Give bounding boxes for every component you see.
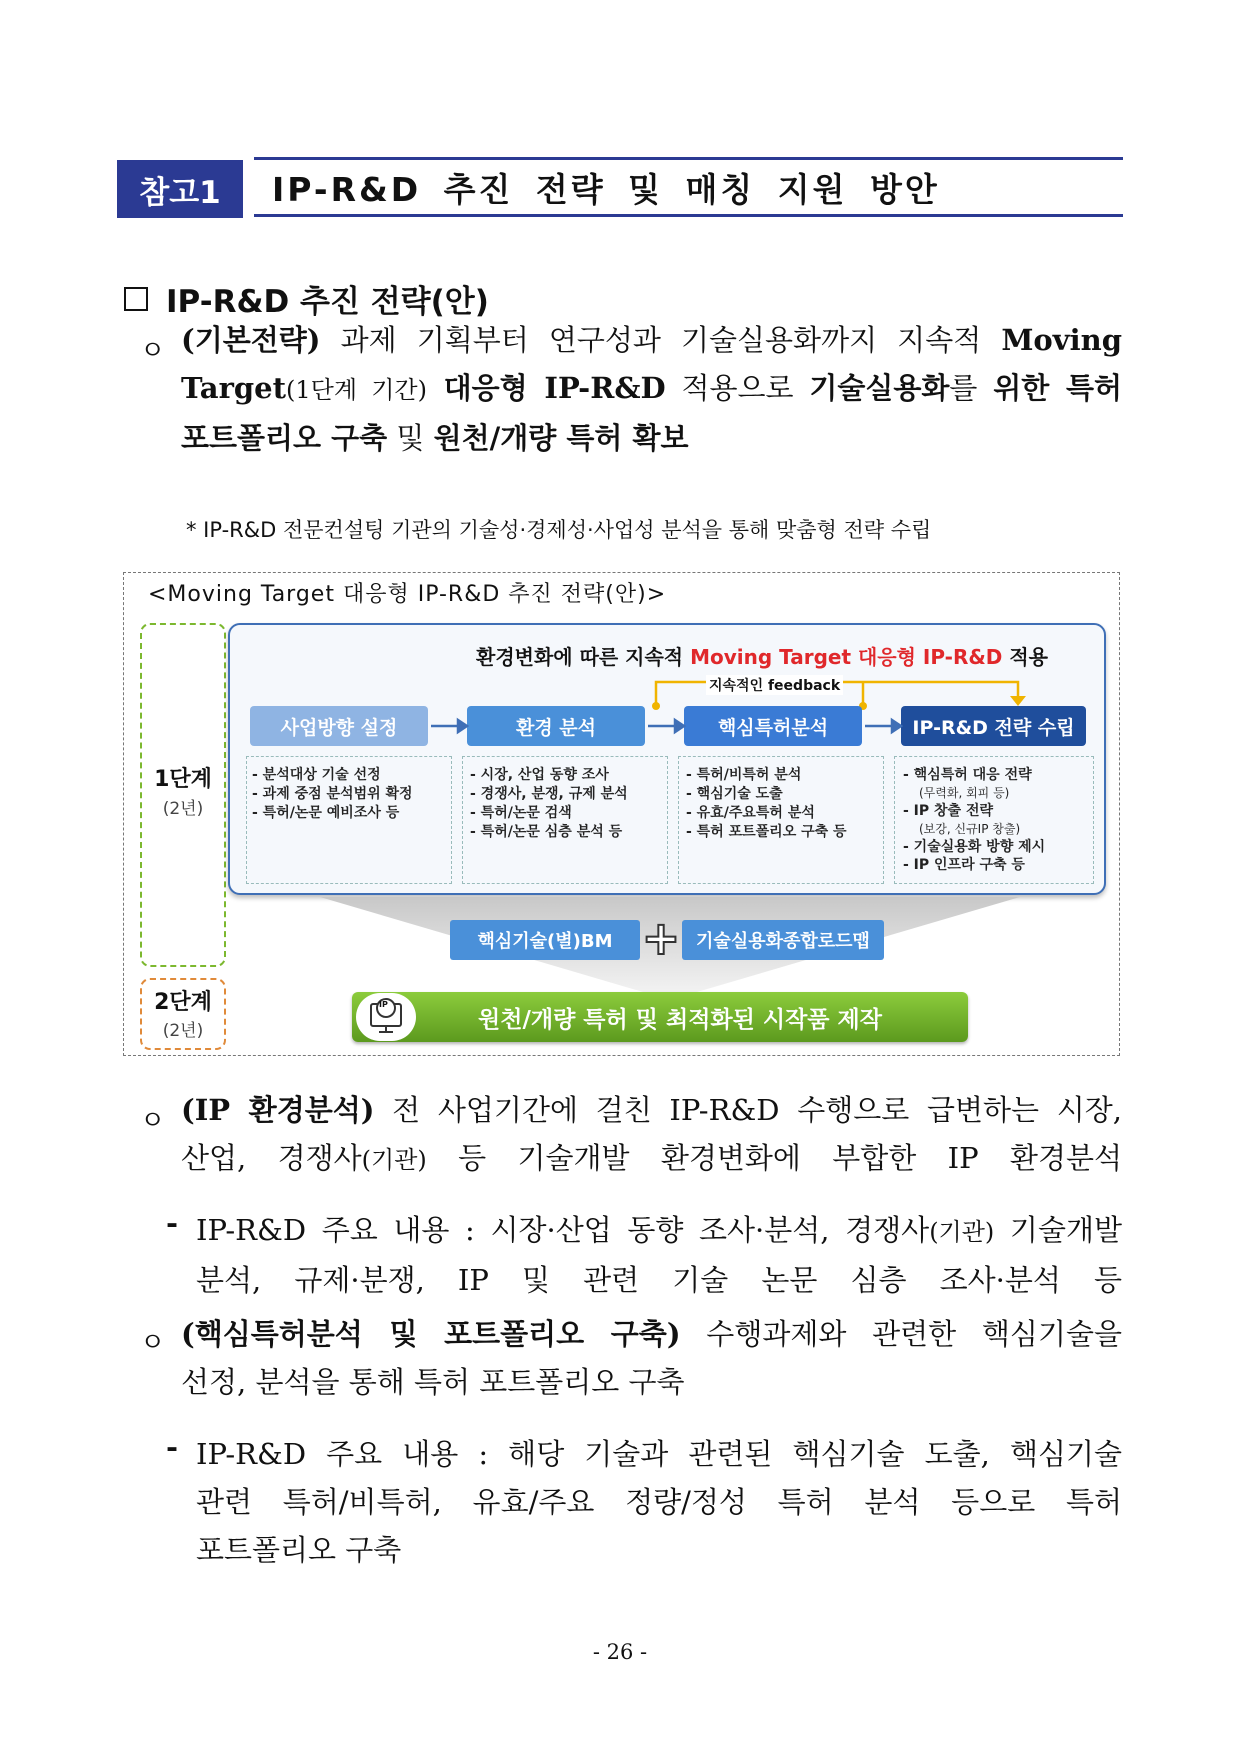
text: 등 기술개발 환경변화에 부합한 IP 환경분석 (426, 1141, 1122, 1175)
section-title-text: IP-R&D 추진 전략(안) (166, 284, 489, 320)
stage2-label: 2단계 (154, 990, 212, 1015)
text-bold: 대응형 IP-R&D (426, 371, 666, 405)
stage2-duration: (2년) (162, 1021, 204, 1041)
step-environment-analysis: 환경 분석 (467, 706, 645, 746)
section-title (124, 276, 489, 321)
list-item: - 분석대상 기술 선정 (252, 767, 381, 783)
label-ip-environment: (IP 환경분석) (181, 1093, 375, 1127)
text: 과제 기획부터 연구성과 기술실용화까지 지속적 (320, 323, 1002, 357)
banner-highlight: Moving Target 대응형 IP-R&D (690, 645, 1003, 669)
computer-ip-icon (356, 993, 416, 1041)
paragraph-basic-strategy (181, 316, 1122, 462)
stage1-duration: (2년) (162, 799, 204, 819)
list-item: - 특허/비특허 분석 (686, 767, 802, 783)
roadmap-box: 기술실용화종합로드맵 (682, 920, 884, 960)
list-item: - 기술실용화 방향 제시 (903, 839, 1046, 855)
page-number: - 26 - (592, 1640, 648, 1664)
step-iprd-strategy: IP-R&D 전략 수립 (901, 706, 1086, 746)
detail-list-4 (903, 766, 1045, 874)
paragraph-core-patent (181, 1310, 1122, 1406)
label-basic-strategy: (기본전략) (181, 323, 321, 357)
dash-marker: - (166, 1206, 179, 1240)
list-item: - 특허/논문 예비조사 등 (252, 805, 400, 821)
list-item: - 과제 중점 분석범위 확정 (252, 786, 413, 802)
text-small: (기관) (929, 1218, 995, 1246)
text: 분석, 규제·분쟁, IP 및 관련 기술 논문 심층 조사·분석 등 (196, 1263, 1122, 1297)
text: 및 (387, 421, 434, 455)
list-item: - 핵심특허 대응 전략 (903, 767, 1032, 783)
list-item: - 유효/주요특허 분석 (686, 805, 815, 821)
feedback-label: 지속적인 feedback (706, 675, 843, 695)
text-bold: Target (181, 371, 286, 405)
text: 적용으로 (665, 371, 810, 405)
list-item: - 핵심기술 도출 (686, 786, 783, 802)
text-bold: 포트폴리오 구축 (181, 421, 388, 455)
header-title: IP-R&D 추진 전략 및 매칭 지원 방안 (272, 170, 940, 209)
plus-icon: + (641, 911, 681, 965)
dash-marker: - (166, 1430, 179, 1464)
text: 전 사업기간에 걸친 IP-R&D 수행으로 급변하는 시장, (374, 1093, 1122, 1127)
banner-text: 환경변화에 따른 지속적 (476, 645, 691, 669)
text: 선정, 분석을 통해 특허 포트폴리오 구축 (181, 1365, 685, 1399)
text: 포트폴리오 구축 (196, 1533, 402, 1567)
step-core-patent-analysis: 핵심특허분석 (684, 706, 862, 746)
list-subitem: (보강, 신규IP 창출) (919, 822, 1021, 836)
detail-list-1 (252, 766, 413, 823)
core-tech-bm-box: 핵심기술(별)BM (450, 920, 640, 960)
detail-list-3 (686, 766, 847, 842)
detail-ip-environment (196, 1206, 1122, 1304)
checkbox-square-icon (124, 287, 148, 311)
bullet-circle: ㅇ (140, 336, 166, 366)
list-item: - 특허 포트폴리오 구축 등 (686, 824, 847, 840)
stage1-label: 1단계 (154, 767, 212, 792)
list-item: - 경쟁사, 분쟁, 규제 분석 (470, 786, 628, 802)
paragraph-ip-environment (181, 1086, 1122, 1184)
detail-list-2 (470, 766, 628, 842)
list-item: - IP 창출 전략 (903, 803, 993, 819)
text-bold: 위한 특허 (993, 371, 1122, 405)
text-small: (기관) (361, 1146, 427, 1174)
label-core-patent: (핵심특허분석 및 포트폴리오 구축) (181, 1317, 681, 1351)
text: 관련 특허/비특허, 유효/주요 정량/정성 특허 분석 등으로 특허 (196, 1485, 1122, 1519)
figure-caption: <Moving Target 대응형 IP-R&D 추진 전략(안)> (148, 582, 667, 607)
banner-text: 적용 (1002, 645, 1048, 669)
text-bold: 기술실용화 (809, 371, 950, 405)
list-item: - 시장, 산업 동향 조사 (470, 767, 609, 783)
feedback-arrow (228, 660, 1102, 710)
step-business-direction: 사업방향 설정 (250, 706, 428, 746)
text: IP-R&D 주요 내용 : 해당 기술과 관련된 핵심기술 도출, 핵심기술 (196, 1437, 1122, 1471)
list-item: - 특허/논문 검색 (470, 805, 572, 821)
text-bold: Moving (1001, 323, 1122, 357)
text-bold: 원천/개량 특허 확보 (433, 421, 689, 455)
text: IP-R&D 주요 내용 : 시장·산업 동향 조사·분석, 경쟁사 (196, 1213, 930, 1247)
step-arrows (228, 706, 1102, 746)
text-small: (1단계 기간) (286, 376, 427, 404)
footnote: * IP-R&D 전문컨설팅 기관의 기술성·경제성·사업성 분석을 통해 맞춤형 전략 수립 (186, 518, 932, 542)
detail-core-patent (196, 1430, 1122, 1574)
bullet-circle: ㅇ (140, 1106, 166, 1136)
bullet-circle: ㅇ (140, 1328, 166, 1358)
header-rule-bottom (254, 214, 1123, 217)
ip-icon-text: IP (379, 1000, 388, 1009)
text: 기술개발 (994, 1213, 1122, 1247)
reference-tag: 참고1 (117, 160, 243, 218)
list-item: - 특허/논문 심층 분석 등 (470, 824, 623, 840)
list-item: - IP 인프라 구축 등 (903, 857, 1025, 873)
final-output-label: 원천/개량 특허 및 최적화된 시작품 제작 (478, 1006, 882, 1033)
text: 수행과제와 관련한 핵심기술을 (680, 1317, 1122, 1351)
list-subitem: (무력화, 회피 등) (919, 786, 1010, 800)
header-rule-top (254, 157, 1123, 160)
text: 산업, 경쟁사 (181, 1141, 362, 1175)
text: 를 (949, 371, 994, 405)
